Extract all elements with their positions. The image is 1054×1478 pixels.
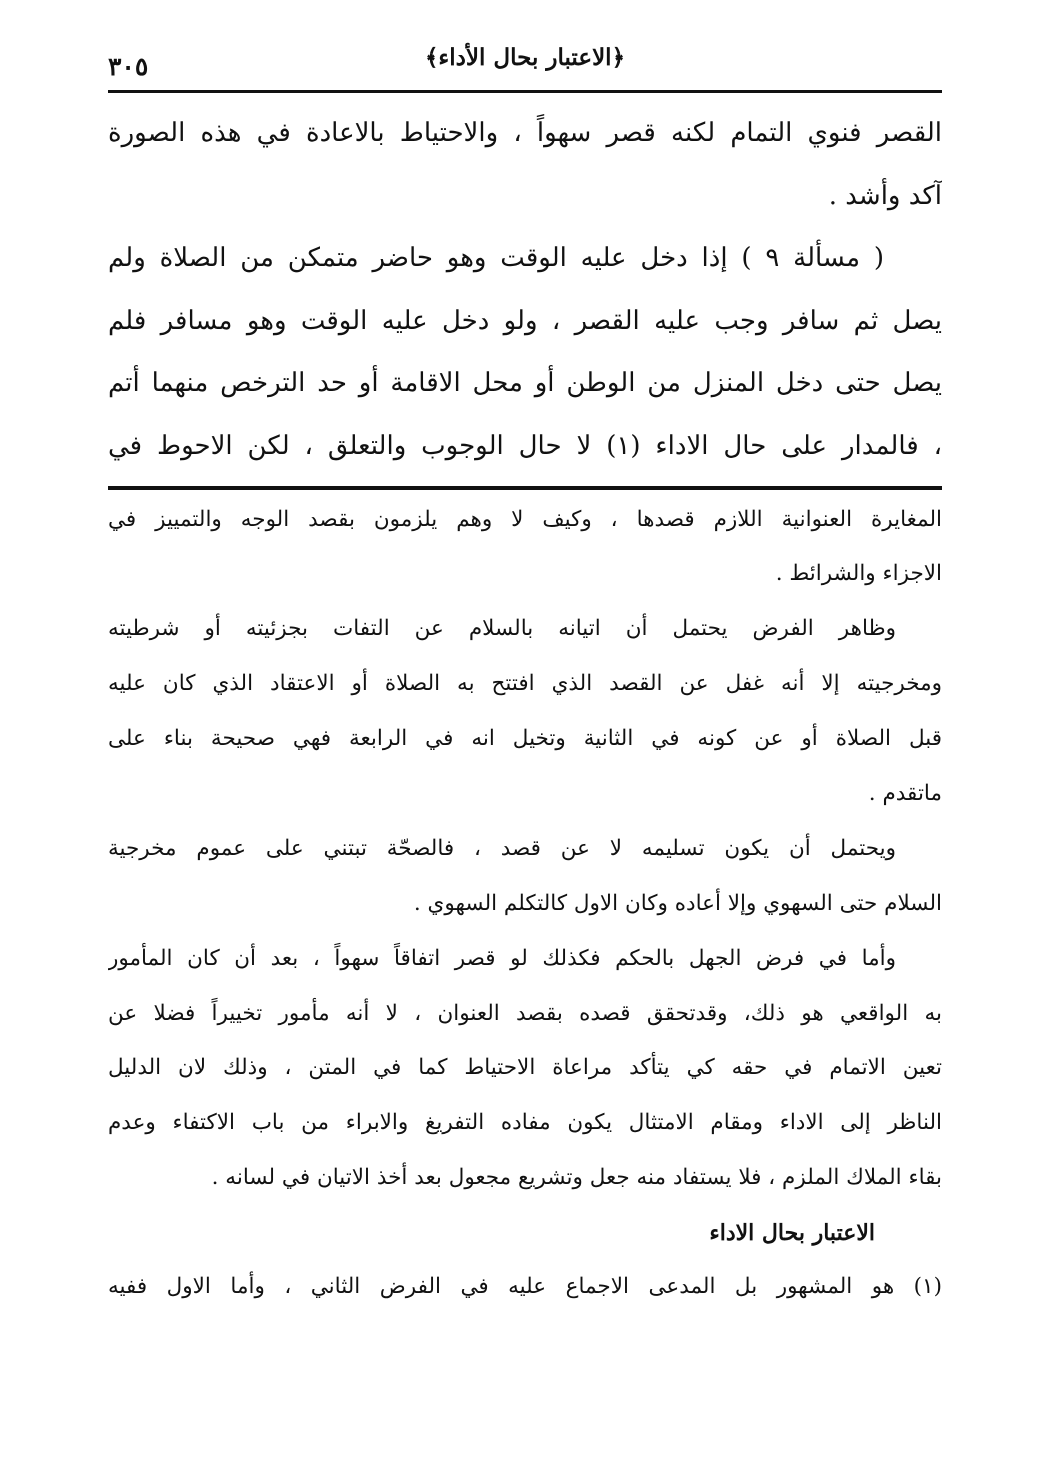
section-heading: الاعتبار بحال الاداء (709, 1220, 875, 1247)
footnote-line: (١) هو المشهور بل المدعى الاجماع عليه في الفرض الثاني ، وأما الاول ففيه (108, 1274, 942, 1300)
note-line: السلام حتى السهوي وإلا أعاده وكان الاول كالتكلم السهوي . (413, 890, 942, 916)
header-divider (108, 90, 942, 93)
note-line: قبل الصلاة أو عن كونه في الثانية وتخيل انه في الرابعة فهي صحيحة بناء على (108, 726, 942, 752)
main-text-line: يصل حتى دخل المنزل من الوطن أو محل الاقامة أو حد الترخص منهما أتم (108, 368, 942, 399)
note-line: ويحتمل أن يكون تسليمه لا عن قصد ، فالصحّة تبتني على عموم مخرجية (108, 835, 896, 861)
main-text-line: ، فالمدار على حال الاداء (١) لا حال الوجوب والتعلق ، لكن الاحوط في (108, 430, 942, 461)
note-line: بقاء الملاك الملزم ، فلا يستفاد منه جعل وتشريع مجعول بعد أخذ الاتيان في لسانه . (211, 1165, 942, 1191)
main-text-line: القصر فنوي التمام لكنه قصر سهواً ، والاحتياط بالاعادة في هذه الصورة (108, 118, 942, 148)
page-header (108, 38, 942, 92)
book-page (108, 38, 942, 1315)
note-line: وأما في فرض الجهل بالحكم فكذلك لو قصر اتفاقاً سهواً ، بعد أن كان المأمور (108, 945, 896, 971)
main-text-block (108, 102, 942, 478)
note-line: تعين الاتمام في حقه كي يتأكد مراعاة الاحتياط كما في المتن ، وذلك لان الدليل (108, 1055, 942, 1081)
note-line: وظاهر الفرض يحتمل أن اتيانه بالسلام عن التفات بجزئيته أو شرطيته (108, 616, 896, 642)
note-line: الاجزاء والشرائط . (775, 561, 942, 587)
note-line: به الواقعي هو ذلك، وقدتحقق قصده بقصد العنوان ، لا أنه مأمور تخييراً فضلا عن (108, 1000, 942, 1026)
notes-block (108, 493, 942, 1315)
page-number: ٣٠٥ (108, 52, 149, 81)
main-text-line: آكد وأشد . (828, 180, 942, 211)
notes-divider (108, 486, 942, 490)
note-line: المغايرة العنوانية اللازم قصدها ، وكيف لا وهم يلزمون بقصد الوجه والتمييز في (108, 506, 942, 532)
main-text-line: ( مسألة ٩ ) إذا دخل عليه الوقت وهو حاضر متمكن من الصلاة ولم (108, 243, 884, 274)
running-title: ﴿الاعتبار بحال الأداء﴾ (424, 44, 626, 71)
note-line: ماتقدم . (868, 781, 942, 807)
note-line: ومخرجيته إلا أنه غفل عن القصد الذي افتتح به الصلاة أو الاعتقاد الذي كان عليه (108, 671, 942, 697)
note-line: الناظر إلى الاداء ومقام الامتثال يكون مفاده التفريغ والابراء من باب الاكتفاء وعدم (108, 1110, 942, 1136)
main-text-line: يصل ثم سافر وجب عليه القصر ، ولو دخل عليه الوقت وهو مسافر فلم (108, 305, 942, 336)
